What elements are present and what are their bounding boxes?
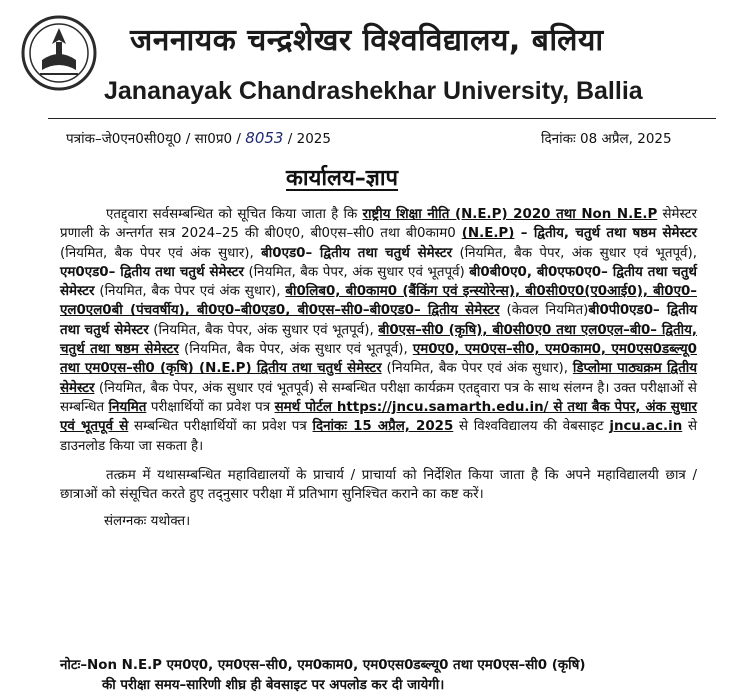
reference-suffix: / 2025 — [287, 131, 331, 147]
text-segment: बी0पी0एड0– द्वितीय तथा चतुर्थ सेमेस्टर — [60, 303, 697, 338]
text-segment: समर्थ पोर्टल https://jncu.samarth.edu.in/ से तथा बैक पेपर, अंक सुधार एवं भूतपूर्व से — [60, 399, 697, 435]
text-segment: (केवल नियमित) — [499, 303, 589, 319]
text-segment: सम्बन्धित परीक्षार्थियों का प्रवेश पत्र — [128, 419, 313, 435]
text-segment: (नियमित, बैक पेपर, अंक सुधार एवं भूतपूर्व) से सम्बन्धित परीक्षा कार्यक्रम एतद्द्वारा पत्र के साथ संलग्न है। उक्त परीक्षाओं से सम्बन्धित — [60, 380, 697, 415]
reference-prefix: पत्रांक–जे0एन0सी0यू0 / सा0प्र0 / — [66, 131, 241, 147]
office-memo-heading: कार्यालय–ज्ञाप — [286, 166, 399, 191]
memo-body — [60, 205, 697, 532]
text-segment: jncu.ac.in — [609, 419, 683, 435]
paragraph-main — [60, 205, 697, 456]
reference-handwritten-number: 8053 — [245, 129, 284, 147]
text-segment: बी0एड0– द्वितीय तथा चतुर्थ सेमेस्टर — [261, 245, 453, 261]
text-segment: नियमित — [108, 399, 147, 415]
university-name-english: Jananayak Chandrashekhar University, Ballia — [104, 77, 643, 105]
note-line-2: की परीक्षा समय–सारिणी शीघ्र ही बेवसाइट पर अपलोड कर दी जायेगी। — [102, 678, 445, 693]
text-segment: परीक्षार्थियों का प्रवेश पत्र — [146, 399, 275, 415]
text-segment: (नियमित, बैक पेपर एवं अंक सुधार), — [94, 284, 286, 300]
text-segment: सेमेस्टर प्रणाली के अन्तर्गत सत्र 2024–25 की बी0ए0, बी0एस–सी0 तथा बी0काम0 — [60, 207, 697, 242]
text-segment: (N.E.P) — [461, 226, 515, 242]
issue-date: दिनांकः 08 अप्रैल, 2025 — [541, 131, 672, 147]
note-section — [60, 656, 710, 696]
text-segment: राष्ट्रीय शिक्षा नीति (N.E.P) 2020 तथा Non N.E.P — [362, 207, 658, 222]
text-segment: – द्वितीय, चतुर्थ तथा षष्ठम सेमेस्टर — [514, 226, 697, 242]
text-segment: से डाउनलोड किया जा सकता है। — [60, 419, 698, 454]
text-segment: एम0एड0– द्वितीय तथा चतुर्थ सेमेस्टर — [60, 264, 244, 280]
text-segment: (नियमित, बैक पेपर, अंक सुधार एवं भूतपूर्व), — [452, 245, 697, 261]
university-logo — [20, 14, 98, 92]
text-segment: बी0लिब0, बी0काम0 (बैंकिंग एवं इन्स्योरेन्स), बी0सी0ए0(ए0आई0), बी0ए0–एल0एल0बी (पंचवर्षीय), बी0ए0–बी0एड0, बी0एस–सी0–बी0एड0– द्वितीय सेमेस्टर — [60, 284, 697, 319]
text-segment: (नियमित, बैक पेपर, अंक सुधार एवं भूतपूर्व), — [148, 322, 379, 338]
text-segment: बी0बी0ए0, बी0एफ0ए0– द्वितीय तथा चतुर्थ सेमेस्टर — [60, 264, 697, 300]
header-divider — [48, 118, 716, 119]
reference-number — [66, 129, 331, 147]
text-segment: (नियमित, बैक पेपर एवं अंक सुधार), — [381, 361, 573, 377]
text-segment: (नियमित, बैक पेपर, अंक सुधार एवं भूतपूर्व) — [243, 264, 470, 280]
enclosure-line: संलग्नकः यथोक्त। — [104, 514, 191, 530]
note-line-1: नोटः–Non N.E.P एम0ए0, एम0एस–सी0, एम0काम0, एम0एस0डब्ल्यू0 तथा एम0एस–सी0 (कृषि) — [60, 658, 586, 673]
text-segment: एम0ए0, एम0एस–सी0, एम0काम0, एम0एस0डब्ल्यू0 तथा एम0एस–सी0 (कृषि) (N.E.P) द्वितीय तथा चतुर्थ सेमेस्टर — [60, 342, 698, 377]
text-segment: डिप्लोमा पाठ्यक्रम द्वितीय सेमेस्टर — [60, 361, 697, 396]
text-segment: दिनांकः 15 अप्रैल, 2025 — [312, 419, 454, 435]
text-segment: बी0एस–सी0 (कृषि), बी0सी0ए0 तथा एल0एल–बी0– द्वितीय, चतुर्थ तथा षष्ठम सेमेस्टर — [60, 322, 698, 358]
text-segment: (नियमित, बैक पेपर, अंक सुधार एवं भूतपूर्व), — [178, 342, 413, 358]
text-segment: एतद्द्वारा सर्वसम्बन्धित को सूचित किया जाता है कि — [106, 207, 363, 222]
university-name-hindi: जननायक चन्द्रशेखर विश्वविद्यालय, बलिया — [130, 23, 604, 58]
paragraph-instruction: तत्क्रम में यथासम्बन्धित महाविद्यालयों के प्राचार्य / प्राचार्या को निर्देशित किया जाता है कि अपने महाविद्यालयी छात्र / छात्राओं को संसूचित करते हुए तद्नुसार परीक्षा में प्रतिभाग सुनिश्चित कराने का कष्ट करें। — [60, 467, 697, 503]
text-segment: से विश्वविद्यालय की वेबसाइट — [453, 419, 610, 435]
text-segment: (नियमित, बैक पेपर एवं अंक सुधार), — [60, 245, 262, 261]
